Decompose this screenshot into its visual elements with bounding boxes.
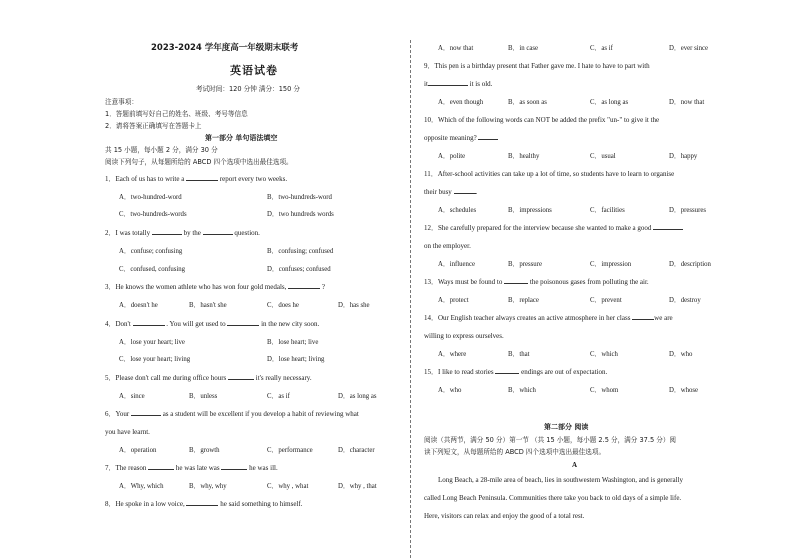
option-d: D．two hundreds words (267, 211, 334, 218)
option-d: D．ever since (669, 45, 709, 52)
question-11: 11．After-school activities can take up a lot of time, so students have to learn to organise (424, 170, 675, 178)
question-text: opposite meaning? (424, 134, 477, 142)
option-d: D．has she (338, 302, 370, 309)
option-c: C．whom (590, 387, 619, 394)
option-c: C．as if (590, 45, 613, 52)
question-text: he was late was (175, 464, 220, 472)
question-10-continued (424, 134, 498, 143)
option-c: C．facilities (590, 207, 625, 214)
option-a: A．operation (119, 447, 157, 454)
question-3 (105, 283, 325, 292)
option-b: B．growth (189, 447, 220, 454)
option-b: B．in case (508, 45, 539, 52)
subject-title: 英语试卷 (230, 64, 278, 77)
part1-score-line: 共 15 小题，每小题 2 分，满分 30 分 (105, 146, 218, 154)
option-b: B．confusing; confused (267, 248, 334, 255)
option-a: A．polite (438, 153, 466, 160)
question-text: 7．The reason (105, 464, 147, 472)
option-b: B．why, why (189, 483, 227, 490)
answer-blank (454, 188, 476, 194)
question-9: 9．This pen is a birthday present that Father gave me. I hate to have to part with (424, 62, 650, 70)
question-9-continued (424, 80, 492, 89)
question-text: 14．Our English teacher always creates an active atmosphere in her class (424, 314, 631, 322)
option-a: A．since (119, 393, 145, 400)
answer-blank (288, 283, 320, 289)
question-text: report every two weeks. (219, 175, 288, 183)
question-1 (105, 175, 287, 184)
option-b: B．two-hundreds-word (267, 194, 332, 201)
question-text: 5．Please don't call me during office hours (105, 374, 227, 382)
part2-instruction: 阅读（共两节，满分 50 分）第一节 （共 15 小题，每小题 2.5 分，满分 37.5 分）阅 (424, 436, 677, 444)
option-b: B．which (508, 387, 536, 394)
notice-item: 1．答题前填写好自己的姓名、班级、考号等信息 (105, 110, 248, 118)
option-b: B．replace (508, 297, 539, 304)
option-a: A．even though (438, 99, 484, 106)
passage-line: Long Beach, a 28-mile area of beach, lies in southwestern Washington, and is generally (438, 476, 684, 484)
option-c: C．performance (267, 447, 313, 454)
question-text: endings are out of expectation. (521, 368, 608, 376)
answer-blank (186, 500, 218, 506)
option-a: A．where (438, 351, 467, 358)
question-text: 15．I like to read stories (424, 368, 494, 376)
question-11-continued (424, 188, 477, 197)
option-d: D．confuses; confused (267, 266, 331, 273)
question-text: . You will get used to (166, 320, 226, 328)
question-8 (105, 500, 302, 509)
option-b: B．hasn't she (189, 302, 227, 309)
option-a: A．who (438, 387, 462, 394)
question-text: 4．Don't (105, 320, 131, 328)
option-a: A．schedules (438, 207, 477, 214)
answer-blank (221, 464, 247, 470)
answer-blank (148, 464, 174, 470)
option-b: B．as soon as (508, 99, 547, 106)
notice-title: 注意事项： (105, 98, 138, 106)
question-text: it's really necessary. (255, 374, 312, 382)
question-12-continued: on the employer. (424, 242, 471, 250)
option-d: D．character (338, 447, 375, 454)
question-6-continued: you have learnt. (105, 428, 150, 436)
answer-blank (504, 278, 528, 284)
passage-line: called Long Beach Peninsula. Communities there take you back to old days of a simple life. (424, 494, 682, 502)
question-text: it is old. (469, 80, 493, 88)
option-d: D．why , that (338, 483, 377, 490)
option-b: B．lose heart; live (267, 339, 319, 346)
passage-line: Here, visitors can relax and enjoy the good of a total rest. (424, 512, 585, 520)
option-c: C．which (590, 351, 618, 358)
option-d: D．pressures (669, 207, 706, 214)
option-d: D．now that (669, 99, 705, 106)
answer-blank (653, 224, 683, 230)
option-a: A．doesn't he (119, 302, 158, 309)
question-text: ? (321, 283, 325, 291)
option-c: C．does he (267, 302, 299, 309)
part1-instruction: 阅读下列句子，从每题所给的 ABCD 四个选项中选出最佳选项。 (105, 158, 293, 166)
option-d: D．description (669, 261, 711, 268)
question-12 (424, 224, 683, 233)
question-14-continued: willing to express ourselves. (424, 332, 504, 340)
column-divider (410, 40, 411, 558)
answer-blank (632, 314, 654, 320)
question-text: 3．He knows the women athlete who has won four gold medals, (105, 283, 287, 291)
option-a: A．protect (438, 297, 469, 304)
option-d: D．happy (669, 153, 698, 160)
question-text: . (475, 188, 478, 196)
question-text: 2．I was totally (105, 229, 151, 237)
question-text: 12．She carefully prepared for the interview because she wanted to make a good (424, 224, 652, 232)
question-14 (424, 314, 673, 323)
option-c: C．impression (590, 261, 632, 268)
option-c: C．why , what (267, 483, 309, 490)
question-15 (424, 368, 607, 377)
answer-blank (133, 320, 165, 326)
question-text: question. (234, 229, 260, 237)
question-text: he was ill. (249, 464, 278, 472)
passage-label: A (572, 461, 578, 469)
answer-blank (478, 134, 498, 140)
answer-blank (227, 320, 259, 326)
option-a: A．now that (438, 45, 474, 52)
question-10: 10．Which of the following words can NOT be added the prefix "un-" to give it the (424, 116, 660, 124)
question-text: the poisonous gases from polluting the air. (529, 278, 649, 286)
question-text: as a student will be excellent if you develop a habit of reviewing what (162, 410, 359, 418)
question-text: 8．He spoke in a low voice, (105, 500, 185, 508)
notice-item: 2．请将答案正确填写在答题卡上 (105, 122, 202, 130)
question-2 (105, 229, 260, 238)
option-c: C．lose your heart; living (119, 356, 191, 363)
question-text: by the (183, 229, 201, 237)
exam-info: 考试时间：120 分钟 满分：150 分 (196, 85, 300, 93)
option-d: D．whose (669, 387, 699, 394)
option-d: D．as long as (338, 393, 377, 400)
question-6 (105, 410, 359, 419)
option-a: A．influence (438, 261, 475, 268)
question-text: he said something to himself. (220, 500, 303, 508)
answer-blank (131, 410, 161, 416)
option-c: C．as if (267, 393, 290, 400)
option-a: A．confuse; confusing (119, 248, 183, 255)
option-c: C．prevent (590, 297, 622, 304)
exam-title: 2023-2024 学年度高一年级期末联考 (151, 43, 299, 53)
option-b: B．healthy (508, 153, 540, 160)
option-c: C．two-hundreds-words (119, 211, 187, 218)
option-b: B．that (508, 351, 530, 358)
answer-blank (186, 175, 218, 181)
part1-heading: 第一部分 单句语法填空 (205, 134, 278, 142)
question-text: in the new city soon. (261, 320, 320, 328)
option-c: C．confused, confusing (119, 266, 186, 273)
question-text: their busy (424, 188, 452, 196)
question-13 (424, 278, 649, 287)
option-a: A．two-hundred-word (119, 194, 182, 201)
answer-blank (495, 368, 519, 374)
part2-instruction-continued: 读下列短文，从每题所给的 ABCD 四个选项中选出最佳选项。 (424, 448, 606, 456)
question-text: 1．Each of us has to write a (105, 175, 185, 183)
question-text: it (424, 80, 428, 88)
option-b: B．unless (189, 393, 218, 400)
answer-blank (152, 229, 182, 235)
option-c: C．as long as (590, 99, 629, 106)
answer-blank (203, 229, 233, 235)
answer-blank (228, 374, 254, 380)
option-b: B．pressure (508, 261, 542, 268)
question-7 (105, 464, 278, 473)
part2-heading: 第二部分 阅读 (544, 423, 589, 431)
option-a: A．Why, which (119, 483, 164, 490)
answer-blank (428, 80, 468, 86)
option-b: B．impressions (508, 207, 552, 214)
question-4 (105, 320, 319, 329)
option-d: D．destroy (669, 297, 701, 304)
question-text: 6．Your (105, 410, 130, 418)
question-text: we are (654, 314, 673, 322)
option-d: D．lose heart; living (267, 356, 325, 363)
option-c: C．usual (590, 153, 616, 160)
question-5 (105, 374, 312, 383)
option-d: D．who (669, 351, 693, 358)
question-text: 13．Ways must be found to (424, 278, 503, 286)
option-a: A．lose your heart; live (119, 339, 185, 346)
